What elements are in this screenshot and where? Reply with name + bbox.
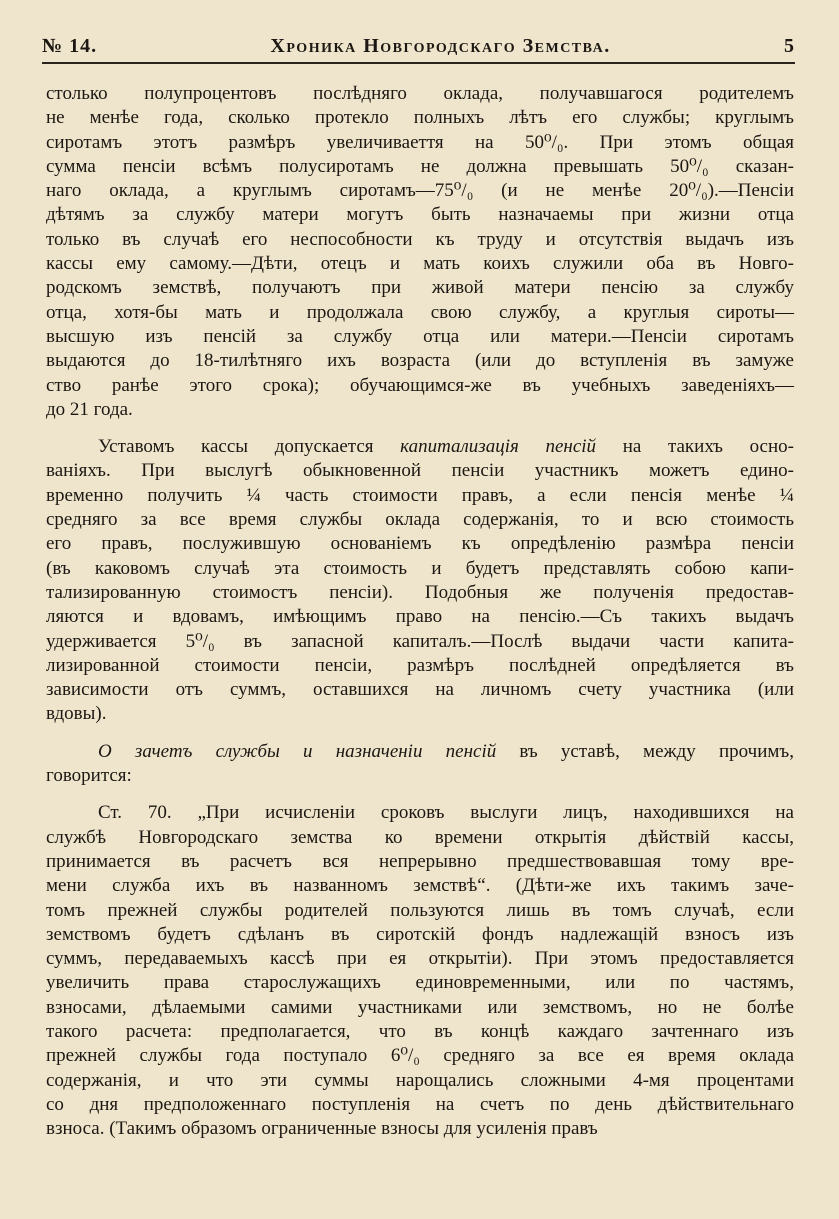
text-line: его правъ, послужившую основаніемъ къ опредѣленію размѣра пенсіи	[46, 533, 794, 555]
text-line: О зачетъ службы и назначеніи пенсій въ уставѣ, между прочимъ,	[98, 740, 794, 762]
issue-number: № 14.	[42, 35, 98, 57]
text-line: суммъ, передаваемыхъ кассѣ при ея открытіи). При этомъ предоставляется	[46, 948, 794, 970]
paragraph-gap	[46, 422, 794, 435]
text-line: службѣ Новгородскаго земства ко времени открытія дѣйствій кассы,	[46, 826, 794, 848]
text-line: ляются и вдовамъ, имѣющимъ право на пенсію.—Съ такихъ выдачъ	[46, 606, 794, 628]
text-line: говорится:	[46, 765, 132, 787]
text-line: томъ прежней службы родителей пользуются лишь въ томъ случаѣ, если	[46, 899, 794, 921]
page-number: 5	[784, 35, 795, 57]
text-line: вдовы).	[46, 703, 107, 725]
text-line: ство ранѣе этого срока); обучающимся-же въ учебныхъ заведеніяхъ—	[46, 374, 794, 396]
text-line: Уставомъ кассы допускается капитализація пенсій на такихъ осно-	[98, 436, 794, 458]
text-line: взносами, дѣлаемыми самими участниками или земствомъ, но не болѣе	[46, 996, 794, 1018]
text-line: удерживается 5⁰/₀ въ запасной капиталъ.—Послѣ выдачи части капита-	[46, 630, 794, 652]
text-line: временно получить ¼ часть стоимости правъ, а если пенсія менѣе ¼	[46, 484, 794, 506]
body-text	[46, 82, 794, 1141]
text-line: не менѣе года, сколько протекло полныхъ лѣтъ его службы; круглымъ	[46, 107, 794, 129]
paragraph	[46, 435, 794, 727]
text-line: принимается въ расчетъ вся непрерывно предшествовавшая тому вре-	[46, 850, 794, 872]
paragraph-gap	[46, 788, 794, 801]
text-line: сумма пенсіи всѣмъ полусиротамъ не должна превышать 50⁰/₀ сказан-	[46, 155, 794, 177]
text-line: лизированной стоимости пенсіи, размѣръ послѣдней опредѣляется въ	[46, 654, 794, 676]
text-line: средняго за все время службы оклада содержанія, то и всю стоимость	[46, 509, 794, 531]
text-line: зависимости отъ суммъ, оставшихся на личномъ счету участника (или	[46, 679, 794, 701]
text-line: взноса. (Такимъ образомъ ограниченные взносы для усиленія правъ	[46, 1118, 598, 1140]
paragraph-gap	[46, 727, 794, 740]
text-line: земствомъ будетъ сдѣланъ въ сиротскій фондъ надлежащій взносъ изъ	[46, 923, 794, 945]
paragraph	[46, 82, 794, 422]
text-line: дѣтямъ за службу матери могутъ быть назначаемы при жизни отца	[46, 204, 794, 226]
text-line: такого расчета: предполагается, что въ концѣ каждаго зачтеннаго изъ	[46, 1020, 794, 1042]
text-line: прежней службы года поступало 6⁰/₀ средняго за все ея время оклада	[46, 1045, 794, 1067]
text-line: наго оклада, а круглымъ сиротамъ—75⁰/₀ (и не менѣе 20⁰/₀).—Пенсіи	[46, 180, 794, 202]
text-line: сиротамъ этотъ размѣръ увеличиваеття на 50⁰/₀. При этомъ общая	[46, 131, 794, 153]
text-line: содержанія, и что эти суммы нарощались сложными 4-мя процентами	[46, 1069, 794, 1091]
text-line: только въ случаѣ его неспособности къ труду и отсутствія выдачъ изъ	[46, 228, 794, 250]
text-line: кассы ему самому.—Дѣти, отецъ и мать коихъ служили оба въ Новго-	[46, 253, 794, 275]
text-line: отца, хотя-бы мать и продолжала свою службу, а круглыя сироты—	[46, 301, 794, 323]
text-line: до 21 года.	[46, 398, 133, 420]
text-line: Ст. 70. „При исчисленіи сроковъ выслуги лицъ, находившихся на	[98, 802, 794, 824]
text-line: ваніяхъ. При выслугѣ обыкновенной пенсіи участникъ можетъ едино-	[46, 460, 794, 482]
text-line: мени служба ихъ въ названномъ земствѣ“. (Дѣти-же ихъ такимъ заче-	[46, 875, 794, 897]
journal-title: Хроника Новгородскаго Земства.	[270, 35, 611, 57]
page-header	[42, 28, 795, 64]
text-line: столько полупроцентовъ послѣдняго оклада, получавшагося родителемъ	[46, 83, 794, 104]
text-line: тализированную стоимостъ пенсіи). Подобныя же полученія предостав-	[46, 581, 794, 603]
text-line: родскомъ земствѣ, получаютъ при живой матери пенсію за службу	[46, 277, 794, 299]
text-line: увеличить права старослужащихъ единовременными, или по частямъ,	[46, 972, 794, 994]
text-line: высшую изъ пенсій за службу отца или матери.—Пенсіи сиротамъ	[46, 325, 794, 347]
text-line: выдаются до 18-тилѣтняго ихъ возраста (или до вступленія въ замуже	[46, 350, 794, 372]
text-line: (въ каковомъ случаѣ эта стоимость и будетъ представлять собою капи-	[46, 557, 794, 579]
text-line: со дня предположеннаго поступленія на счетъ по день дѣйствительнаго	[46, 1093, 794, 1115]
paragraph	[46, 740, 794, 789]
paragraph	[46, 801, 794, 1141]
